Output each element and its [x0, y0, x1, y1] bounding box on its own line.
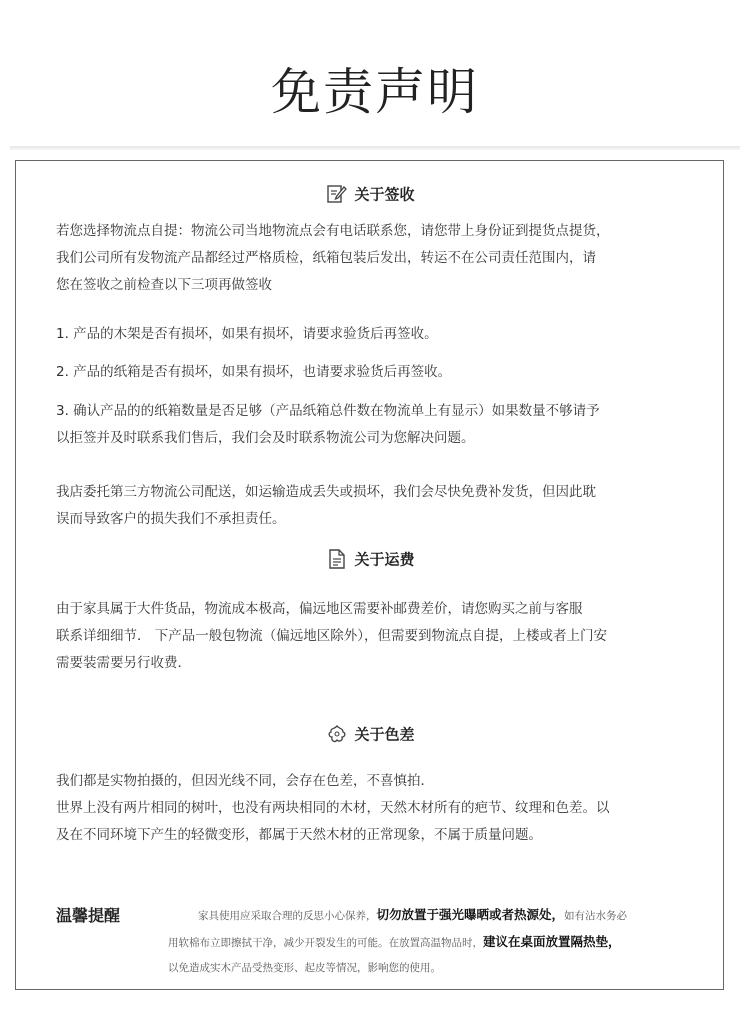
title-divider: [10, 146, 740, 150]
reminder-text: [56, 902, 701, 981]
text-line: 我们公司所有发物流产品都经过严格质检，纸箱包装后发出，转运不在公司责任范围内，请: [56, 250, 596, 266]
text-line: 世界上没有两片相同的树叶，也没有两块相同的木材，天然木材所有的疤节、纹理和色差。以: [56, 800, 610, 816]
text-line: 以拒签并及时联系我们售后，我们会及时联系物流公司为您解决问题。: [56, 430, 475, 446]
section-heading-color-label: 关于色差: [354, 725, 415, 744]
section-heading-shipping-label: 关于运费: [354, 550, 415, 569]
text-line: 及在不同环境下产生的轻微变形，都属于天然木材的正常现象，不属于质量问题。: [56, 827, 542, 843]
section-heading-shipping: [16, 548, 725, 570]
reminder-text-segment: 以免造成实木产品受热变形、起皮等情况，影响您的使用。: [168, 962, 441, 974]
reminder-text-segment: 用软棉布立即擦拭干净，减少开裂发生的可能。在放置高温物品时，: [168, 937, 483, 949]
section-heading-signing-label: 关于签收: [354, 185, 415, 204]
color-text: [56, 768, 696, 849]
signing-item-3: [56, 398, 696, 452]
text-line: 我店委托第三方物流公司配送，如运输造成丢失或损坏，我们会尽快免费补发货，但因此耽: [56, 484, 596, 500]
text-line: 误而导致客户的损失我们不承担责任。: [56, 511, 286, 527]
reminder-text-segment: 如有沾水务必: [564, 910, 628, 922]
text-line: 您在签收之前检查以下三项再做签收: [56, 277, 272, 293]
text-line: 若您选择物流点自提：物流公司当地物流点会有电话联系您，请您带上身份证到提货点提货，: [56, 223, 610, 239]
reminder-emphasis: 切勿放置于强光曝晒或者热源处，: [376, 907, 565, 922]
reminder-emphasis: 建议在桌面放置隔热垫，: [483, 934, 621, 949]
reminder-line-1: [56, 902, 701, 929]
disclaimer-frame: [15, 160, 724, 990]
reminder-text-segment: 家具使用应采取合理的反思小心保养，: [198, 910, 377, 922]
signing-item-1: [56, 321, 696, 348]
text-line: 我们都是实物拍摄的，但因光线不同，会存在色差，不喜慎拍．: [56, 773, 434, 789]
reminder-line-3: [56, 956, 701, 981]
document-icon: [326, 548, 348, 570]
signing-closing: [56, 479, 696, 533]
signing-item-2: [56, 359, 696, 386]
text-line: 需要装需要另行收费．: [56, 655, 191, 671]
signing-intro: [56, 218, 696, 299]
text-line: 联系详细细节． 下产品一般包物流（偏远地区除外），但需要到物流点自提，上楼或者上门安: [56, 628, 608, 644]
page-title: 免责声明: [271, 63, 479, 121]
shipping-text: [56, 596, 696, 677]
section-heading-signing: [16, 183, 725, 205]
reminder-line-2: [56, 929, 701, 956]
text-line: 由于家具属于大件货品，物流成本极高，偏远地区需要补邮费差价，请您购买之前与客服: [56, 601, 583, 617]
text-line: 3. 确认产品的的纸箱数量是否足够（产品纸箱总件数在物流单上有显示）如果数量不够请予: [56, 403, 600, 419]
text-line: 1. 产品的木架是否有损坏，如果有损坏，请要求验货后再签收。: [56, 326, 438, 342]
text-line: 2. 产品的纸箱是否有损坏，如果有损坏，也请要求验货后再签收。: [56, 364, 452, 380]
reminder-title: 温馨提醒: [56, 906, 121, 925]
color-splash-icon: [326, 723, 348, 745]
signing-pen-icon: [326, 183, 348, 205]
section-heading-color: [16, 723, 725, 745]
